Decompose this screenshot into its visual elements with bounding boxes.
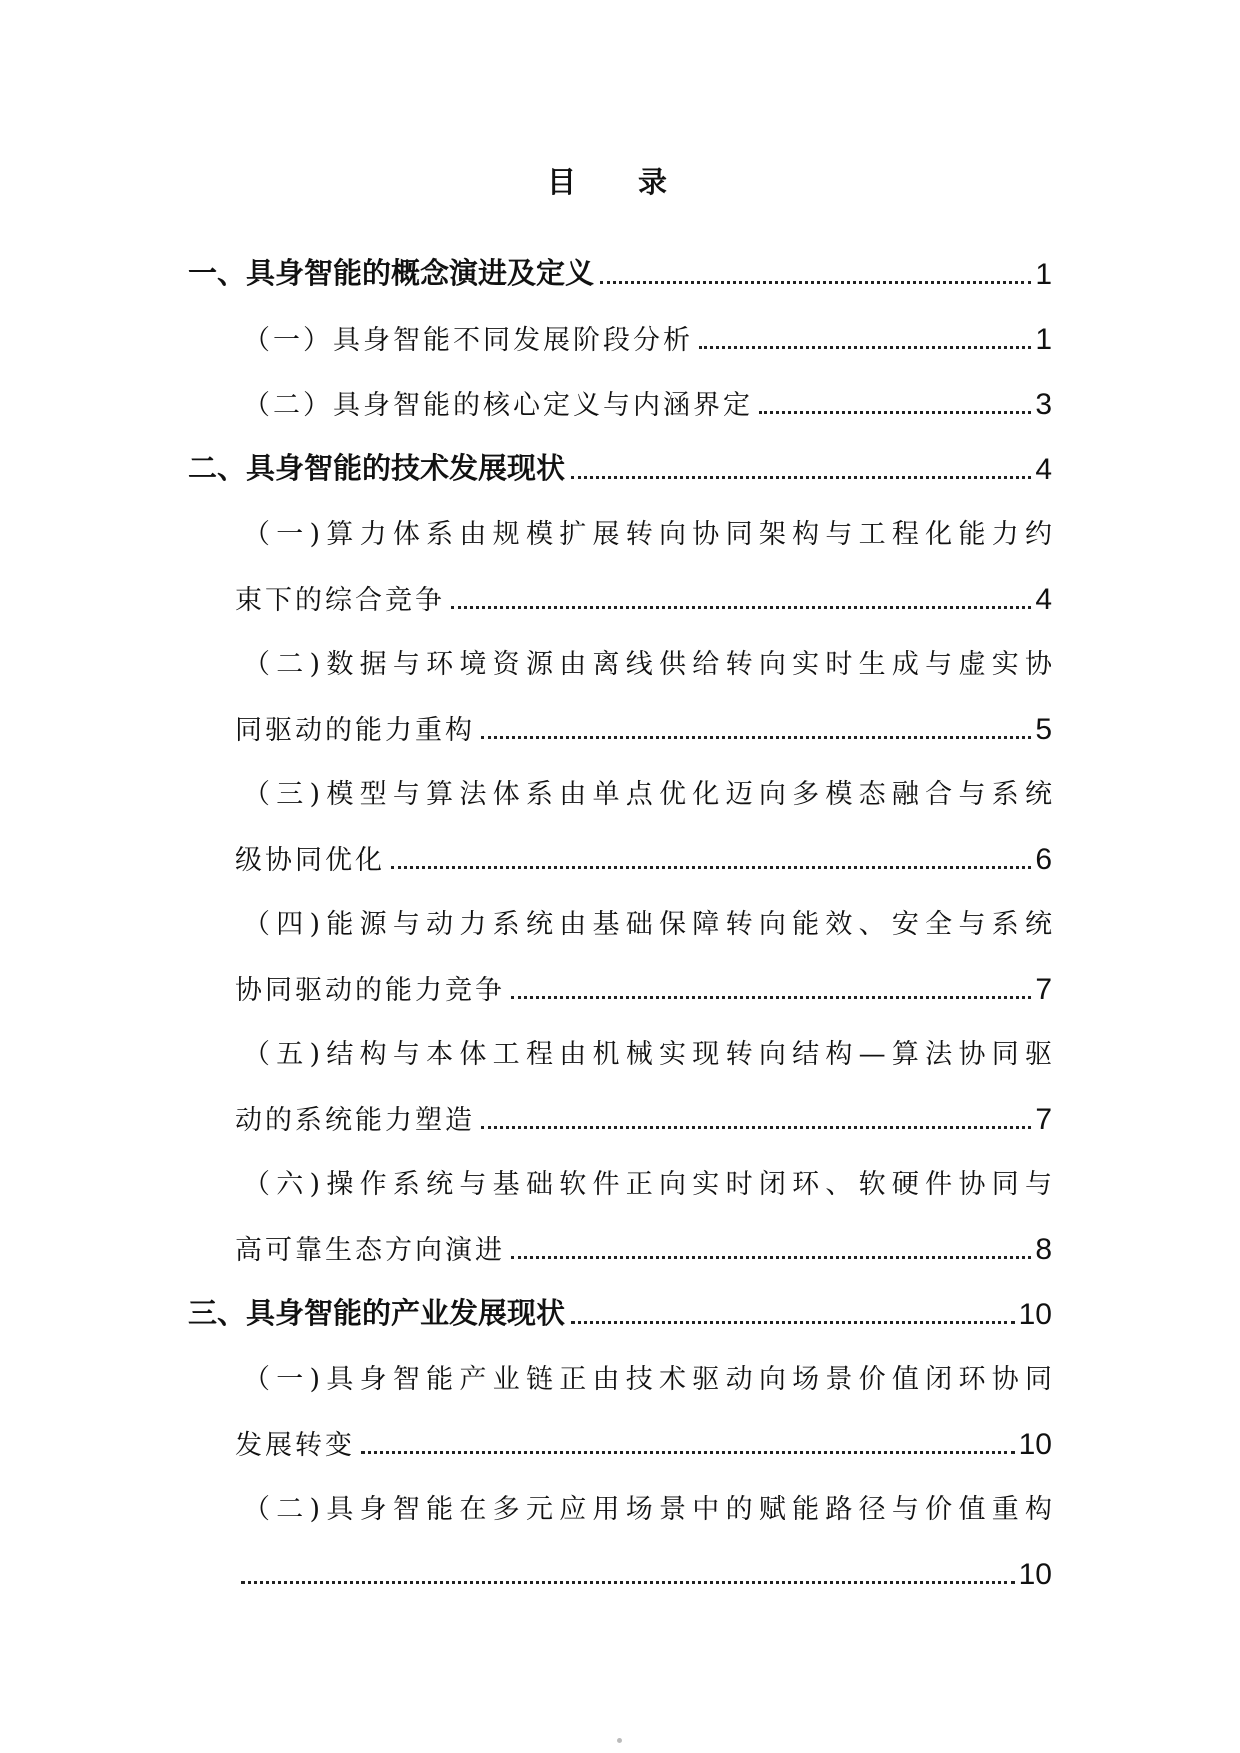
toc-page-number: 4 (1035, 453, 1052, 486)
dot-leader (699, 346, 1031, 349)
dot-leader (511, 1256, 1031, 1259)
toc-entry[interactable] (235, 577, 1052, 617)
toc-page-number: 1 (1035, 258, 1052, 291)
toc-entry[interactable] (243, 902, 1052, 942)
toc-entry-text: （五)结构与本体工程由机械实现转向结构—算法协同驱 (243, 1039, 1052, 1070)
toc-entry-text: （六)操作系统与基础软件正向实时闭环、软硬件协同与 (243, 1169, 1052, 1200)
toc-page-number: 3 (1035, 388, 1052, 421)
dot-leader (241, 1581, 1015, 1584)
toc-page-number: 10 (1018, 1428, 1052, 1461)
toc-entry[interactable] (235, 837, 1052, 877)
toc-entry[interactable] (243, 317, 1052, 357)
toc-entry[interactable] (235, 1552, 1052, 1592)
toc-page-number: 7 (1035, 973, 1052, 1006)
toc-page-number: 8 (1035, 1233, 1052, 1266)
toc-page-number: 5 (1035, 713, 1052, 746)
toc-entry-text: （一)具身智能产业链正由技术驱动向场景价值闭环协同 (243, 1364, 1052, 1395)
toc-entry-text: （二)数据与环境资源由离线供给转向实时生成与虚实协 (243, 649, 1052, 680)
toc-page-number: 7 (1035, 1103, 1052, 1136)
dot-leader (451, 606, 1031, 609)
toc-heading-entry[interactable] (188, 252, 1052, 292)
toc-entry-text: （二）具身智能的核心定义与内涵界定 (243, 390, 753, 421)
toc-entry[interactable] (243, 1032, 1052, 1072)
dot-leader (391, 866, 1031, 869)
toc-page-number: 1 (1035, 323, 1052, 356)
toc-entry-text: （二)具身智能在多元应用场景中的赋能路径与价值重构 (243, 1494, 1052, 1525)
toc-entry-text: 动的系统能力塑造 (235, 1105, 475, 1136)
dot-leader (571, 1321, 1015, 1324)
toc-page-number: 10 (1018, 1298, 1052, 1331)
toc-entry[interactable] (235, 1097, 1052, 1137)
dot-leader (481, 1126, 1031, 1129)
toc-entry-text: 一、具身智能的概念演进及定义 (188, 256, 595, 290)
toc-entry[interactable] (243, 1487, 1052, 1527)
toc-heading-entry[interactable] (188, 1292, 1052, 1332)
dot-leader (481, 736, 1031, 739)
toc-entry-text: 高可靠生态方向演进 (235, 1235, 505, 1266)
toc-entry[interactable] (243, 772, 1052, 812)
toc-entry-text: 级协同优化 (235, 845, 385, 876)
toc-entry-text: （一)算力体系由规模扩展转向协同架构与工程化能力约 (243, 519, 1052, 550)
toc-entry[interactable] (243, 512, 1052, 552)
toc-entry-text: 协同驱动的能力竞争 (235, 975, 505, 1006)
dot-leader (511, 996, 1031, 999)
toc-entry-text: 束下的综合竞争 (235, 585, 445, 616)
dot-leader (759, 411, 1031, 414)
toc-entry[interactable] (235, 707, 1052, 747)
toc-page-number: 4 (1035, 583, 1052, 616)
toc-entry-text: 二、具身智能的技术发展现状 (188, 451, 566, 485)
toc-entry[interactable] (235, 967, 1052, 1007)
toc-entry[interactable] (243, 382, 1052, 422)
toc-entry-text: （一）具身智能不同发展阶段分析 (243, 325, 693, 356)
toc-page-number: 6 (1035, 843, 1052, 876)
dot-leader (571, 476, 1031, 479)
dot-leader (361, 1451, 1015, 1454)
toc-heading-entry[interactable] (188, 447, 1052, 487)
toc-entry[interactable] (235, 1422, 1052, 1462)
toc-entry[interactable] (243, 1162, 1052, 1202)
page-marker (617, 1738, 622, 1743)
toc-entry-text: 发展转变 (235, 1430, 355, 1461)
toc-entry[interactable] (243, 1357, 1052, 1397)
toc-entry[interactable] (235, 1227, 1052, 1267)
toc-title: 目 录 (546, 165, 694, 199)
toc-entry-text: （三)模型与算法体系由单点优化迈向多模态融合与系统 (243, 779, 1052, 810)
toc-entry-text: （四)能源与动力系统由基础保障转向能效、安全与系统 (243, 909, 1052, 940)
toc-entry-text: 同驱动的能力重构 (235, 715, 475, 746)
dot-leader (600, 281, 1031, 284)
toc-entry-text: 三、具身智能的产业发展现状 (188, 1296, 566, 1330)
toc-page-number: 10 (1018, 1558, 1052, 1591)
toc-entry[interactable] (243, 642, 1052, 682)
